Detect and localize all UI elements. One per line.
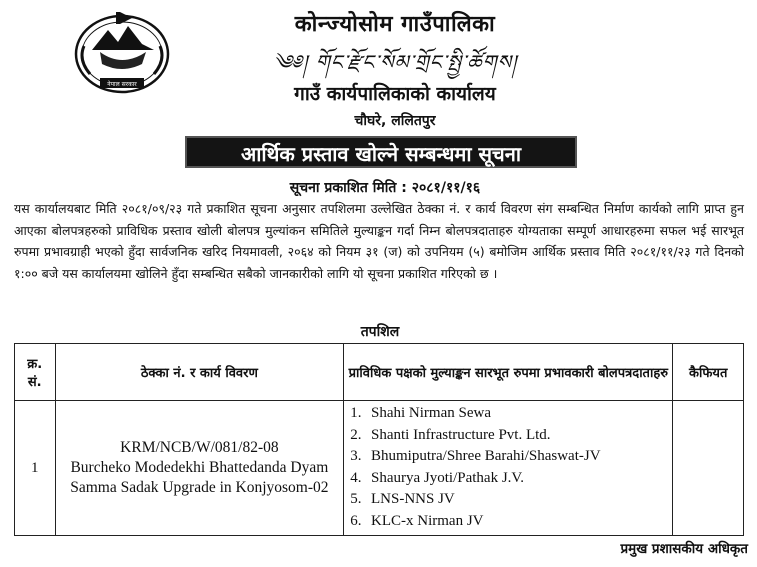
schedule-heading: तपशिल	[360, 324, 400, 340]
government-emblem-icon	[70, 8, 174, 96]
header-contract-description: ठेक्का नं. र कार्य विवरण	[55, 344, 344, 401]
header-serial-number: क्र. सं.	[15, 344, 56, 401]
bidder-number: 6.	[350, 512, 362, 529]
municipality-name-tibetan: ༄༅། གོང་རྫོང་སོམ་གྲོང་སྤྱི་ཚོགས།	[272, 50, 518, 74]
list-item	[350, 403, 666, 425]
bidders-list	[350, 403, 666, 533]
bidder-name: Shanti Infrastructure Pvt. Ltd.	[371, 426, 551, 443]
list-item	[350, 425, 666, 447]
bidder-number: 2.	[350, 426, 362, 443]
list-item	[350, 511, 666, 533]
bidder-number: 5.	[350, 491, 362, 508]
serial-number-cell: 1	[15, 401, 56, 536]
bidder-name: Bhumiputra/Shree Barahi/Shaswat-JV	[371, 448, 601, 465]
contract-cell	[55, 401, 344, 536]
header-remarks: कैफियत	[673, 344, 744, 401]
office-name: गाउँ कार्यपालिकाको कार्यालय	[294, 83, 496, 105]
bidder-name: LNS-NNS JV	[371, 491, 455, 508]
contract-description: Burcheko Modedekhi Bhattedanda Dyam Samma Sadak Upgrade in Konjyosom-02	[70, 459, 329, 496]
notice-body: यस कार्यालयबाट मिति २०८१/०९/२३ गते प्रकाशित सूचना अनुसार तपशिलमा उल्लेखित ठेक्का नं. र कार्य विवरण संग सम्बन्धित निर्माण कार्यको लागि प्राप्त हुन आएका बोलपत्रहरुको प्राविधिक प्रस्ताव खोली बोलपत्र मुल्यांकन समितिले मुल्याङ्कन गर्दा निम्न बोलपत्रदाताहरु योग्यताका सम्पूर्ण आधारहरुमा सफल भई सारभूत रुपमा प्रभावग्राही भएको हुँदा सार्वजनिक खरिद नियमावली, २०६४ को नियम ३१ (ज) को उपनियम (५) बमोजिम आर्थिक प्रस्ताव मिति २०८१/११/२३ गते दिनको १:०० बजे यस कार्यालयमा खोलिने हुँदा सम्बन्धित सबैको जानकारीको लागि यो सूचना प्रकाशित गरिएको छ ।	[14, 201, 744, 281]
bidder-name: Shahi Nirman Sewa	[371, 405, 491, 421]
notice-header	[0, 0, 757, 135]
bidder-name: Shaurya Jyoti/Pathak J.V.	[371, 469, 525, 486]
emblem-inscription: नेपाल सरकार	[107, 81, 137, 88]
bidder-number: 4.	[350, 469, 362, 486]
table-header-row	[15, 344, 744, 401]
municipality-name-nepali: कोन्ज्योसोम गाउँपालिका	[294, 12, 496, 37]
header-responsive-bidders: प्राविधिक पक्षको मुल्याङ्कन सारभूत रुपमा प्रभावकारी बोलपत्रदाताहरु	[344, 344, 673, 401]
bidder-number: 3.	[350, 448, 362, 465]
bidders-cell	[344, 401, 673, 536]
remarks-cell	[673, 401, 744, 536]
notice-title-banner: आर्थिक प्रस्ताव खोल्ने सम्बन्धमा सूचना	[185, 136, 577, 168]
contract-number: KRM/NCB/W/081/82-08	[120, 439, 279, 456]
bidders-table	[14, 343, 744, 536]
bidder-name: KLC-x Nirman JV	[371, 512, 484, 529]
list-item	[350, 489, 666, 511]
table-row	[15, 401, 744, 536]
signatory-title: प्रमुख प्रशासकीय अधिकृत	[620, 541, 748, 557]
published-date: सूचना प्रकाशित मिति : २०८१/११/१६	[289, 180, 481, 196]
bidder-number: 1.	[350, 405, 362, 421]
office-location: चौघरे, ललितपुर	[354, 113, 436, 129]
list-item	[350, 468, 666, 490]
list-item	[350, 446, 666, 468]
